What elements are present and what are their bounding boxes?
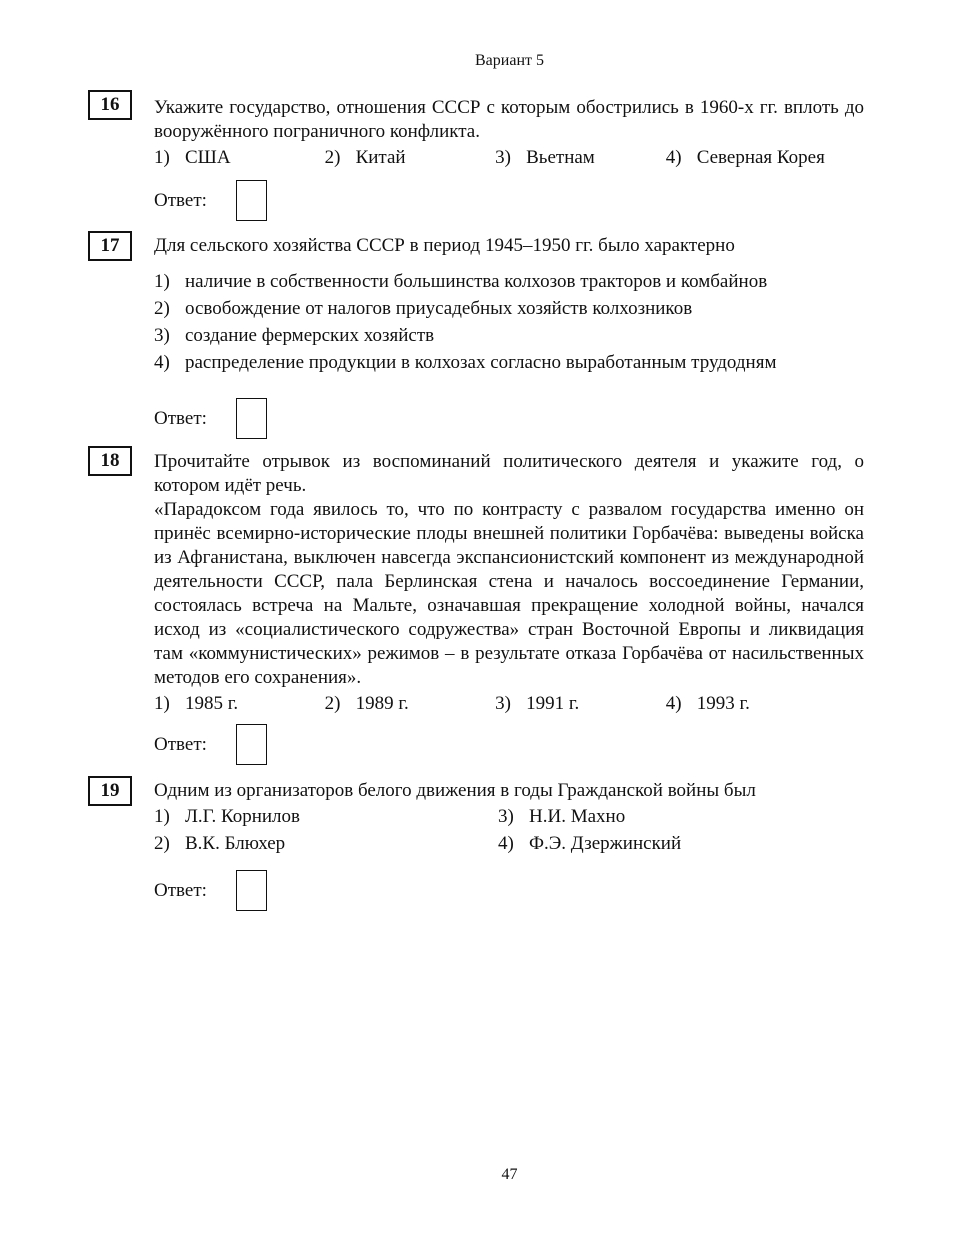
page-number: 47 — [501, 1166, 518, 1183]
answer-box[interactable] — [236, 724, 267, 765]
question-text: Прочитайте отрывок из воспоминаний политического деятеля и укажите год, о котором идёт речь. — [154, 451, 864, 496]
option-2: 2) Китай — [324, 147, 406, 168]
option-2: 2) 1989 г. — [324, 693, 409, 714]
answer-label: Ответ: — [154, 407, 207, 429]
options-row — [154, 146, 864, 172]
question-number: 19 — [88, 776, 132, 806]
page-header: Вариант 5 — [475, 52, 544, 69]
answer-box[interactable] — [236, 398, 267, 439]
option-3: 3) Вьетнам — [495, 147, 595, 168]
quote-passage: «Парадоксом года явилось то, что по контрасту с развалом государства именно он принёс всемирно-исторические плоды внешней политики Горбачёва: выведены войска из Афганистана, выключен навсегда экспансионистский компонент из международной деятельности СССР, пала Берлинская стена и началось воссоединение Германии, состоялась встреча на Мальте, означавшая прекращение холодной войны, начался исход из «социалистического содружества» стран Восточной Европы и ликвидация там «коммунистических» режимов – в результате отказа Горбачёва от насильственных методов его сохранения». — [154, 499, 864, 688]
answer-label: Ответ: — [154, 879, 207, 901]
options-row — [154, 692, 864, 718]
option-1: 1) Л.Г. Корнилов — [154, 806, 300, 827]
option-4: 4) Ф.Э. Дзержинский — [498, 833, 682, 854]
options-grid — [154, 805, 864, 856]
question-text: Укажите государство, отношения СССР с которым обострились в 1960-х гг. вплоть до вооружённого пограничного конфликта. — [154, 97, 864, 142]
option-2: 2) освобождение от налогов приусадебных хозяйств колхозников — [154, 298, 693, 319]
answer-box[interactable] — [236, 180, 267, 221]
options-list — [154, 268, 864, 376]
answer-row — [154, 398, 864, 439]
answer-row — [154, 870, 864, 911]
answer-label: Ответ: — [154, 733, 207, 755]
option-2: 2) В.К. Блюхер — [154, 833, 286, 854]
answer-box[interactable] — [236, 870, 267, 911]
question-text: Одним из организаторов белого движения в годы Гражданской войны был — [154, 780, 756, 801]
option-3: 3) создание фермерских хозяйств — [154, 325, 435, 346]
option-3: 3) Н.И. Махно — [498, 806, 626, 827]
option-4: 4) Северная Корея — [665, 147, 825, 168]
option-1: 1) США — [154, 147, 231, 168]
question-number: 17 — [88, 231, 132, 261]
option-4: 4) распределение продукции в колхозах согласно выработанным трудодням — [154, 352, 777, 373]
option-3: 3) 1991 г. — [495, 693, 580, 714]
question-number: 18 — [88, 446, 132, 476]
question-text: Для сельского хозяйства СССР в период 1945–1950 гг. было характерно — [154, 235, 735, 256]
option-1: 1) наличие в собственности большинства колхозов тракторов и комбайнов — [154, 271, 768, 292]
question-number: 16 — [88, 90, 132, 120]
answer-label: Ответ: — [154, 189, 207, 211]
answer-row — [154, 724, 864, 765]
option-1: 1) 1985 г. — [154, 693, 239, 714]
option-4: 4) 1993 г. — [665, 693, 750, 714]
answer-row — [154, 180, 864, 221]
